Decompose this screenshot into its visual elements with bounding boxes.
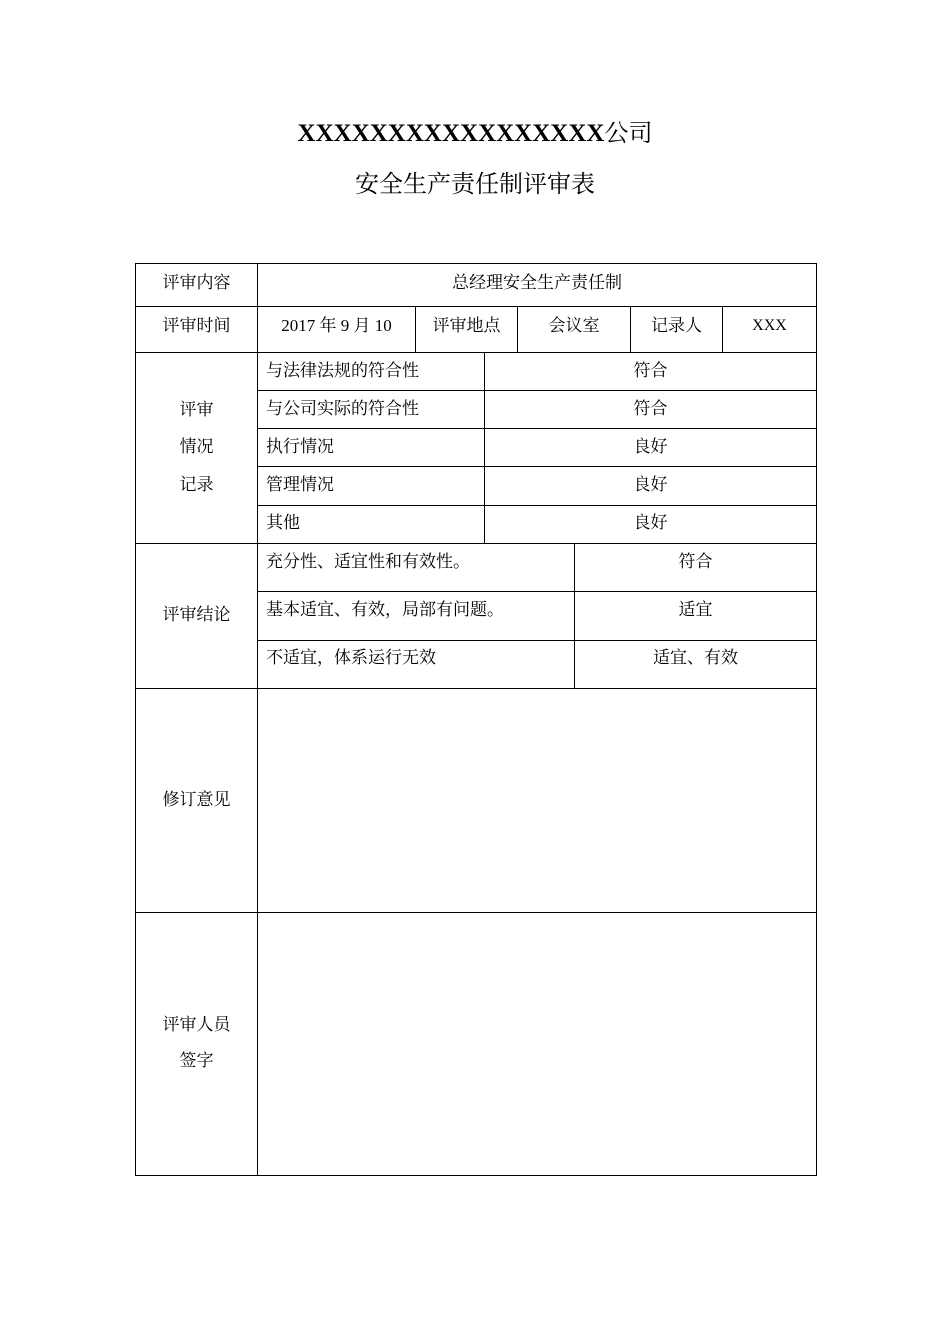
record-item: 其他 — [266, 513, 300, 533]
time-value: 2017 年 9 月 10 — [281, 316, 392, 335]
form-title: 安全生产责任制评审表 — [355, 170, 595, 198]
signature-label-line-1: 评审人员 — [162, 1015, 231, 1035]
conclusion-result: 适宜、有效 — [653, 648, 738, 668]
table-border-top — [135, 263, 817, 264]
revision-label: 修订意见 — [162, 790, 231, 810]
record-result: 良好 — [633, 513, 668, 533]
sub-row-divider — [257, 466, 817, 467]
time-label: 评审时间 — [162, 316, 231, 336]
record-label-line-1: 评审 — [179, 400, 214, 420]
record-result: 符合 — [633, 361, 668, 381]
record-item: 与法律法规的符合性 — [266, 361, 419, 381]
company-suffix: 公司 — [604, 119, 653, 147]
row-divider — [135, 688, 817, 689]
conclusion-item: 基本适宜、有效，局部有问题。 — [266, 600, 504, 620]
record-result: 符合 — [633, 399, 668, 419]
row-divider — [135, 543, 817, 544]
conclusion-result: 适宜 — [678, 600, 713, 620]
company-title — [0, 118, 950, 149]
record-item: 管理情况 — [266, 475, 334, 495]
conclusion-label: 评审结论 — [162, 605, 231, 625]
table-border-right — [816, 263, 817, 1176]
conclusion-result: 符合 — [678, 552, 713, 572]
record-item: 与公司实际的符合性 — [266, 399, 419, 419]
row-divider — [135, 912, 817, 913]
content-label: 评审内容 — [162, 273, 231, 293]
recorder-value: XXX — [752, 317, 787, 334]
record-result: 良好 — [633, 475, 668, 495]
row-divider — [135, 306, 817, 307]
sub-row-divider — [257, 390, 817, 391]
sub-row-divider — [257, 428, 817, 429]
row-divider — [135, 352, 817, 353]
signature-label-line-2: 签字 — [179, 1051, 214, 1071]
content-value: 总经理安全生产责任制 — [452, 273, 622, 293]
record-label-line-3: 记录 — [179, 475, 214, 495]
place-value: 会议室 — [548, 316, 600, 336]
sub-row-divider — [257, 640, 817, 641]
conclusion-item: 不适宜，体系运行无效 — [266, 648, 436, 668]
record-item: 执行情况 — [266, 437, 334, 457]
recorder-label: 记录人 — [651, 316, 702, 336]
sub-row-divider — [257, 505, 817, 506]
record-result: 良好 — [633, 437, 668, 457]
label-column-divider — [257, 263, 258, 1176]
conclusion-item: 充分性、适宜性和有效性。 — [266, 552, 470, 572]
company-code: XXXXXXXXXXXXXXXXX — [297, 120, 605, 147]
sub-row-divider — [257, 591, 817, 592]
record-label-line-2: 情况 — [179, 437, 214, 457]
table-border-bottom — [135, 1175, 817, 1176]
place-label: 评审地点 — [432, 316, 501, 336]
